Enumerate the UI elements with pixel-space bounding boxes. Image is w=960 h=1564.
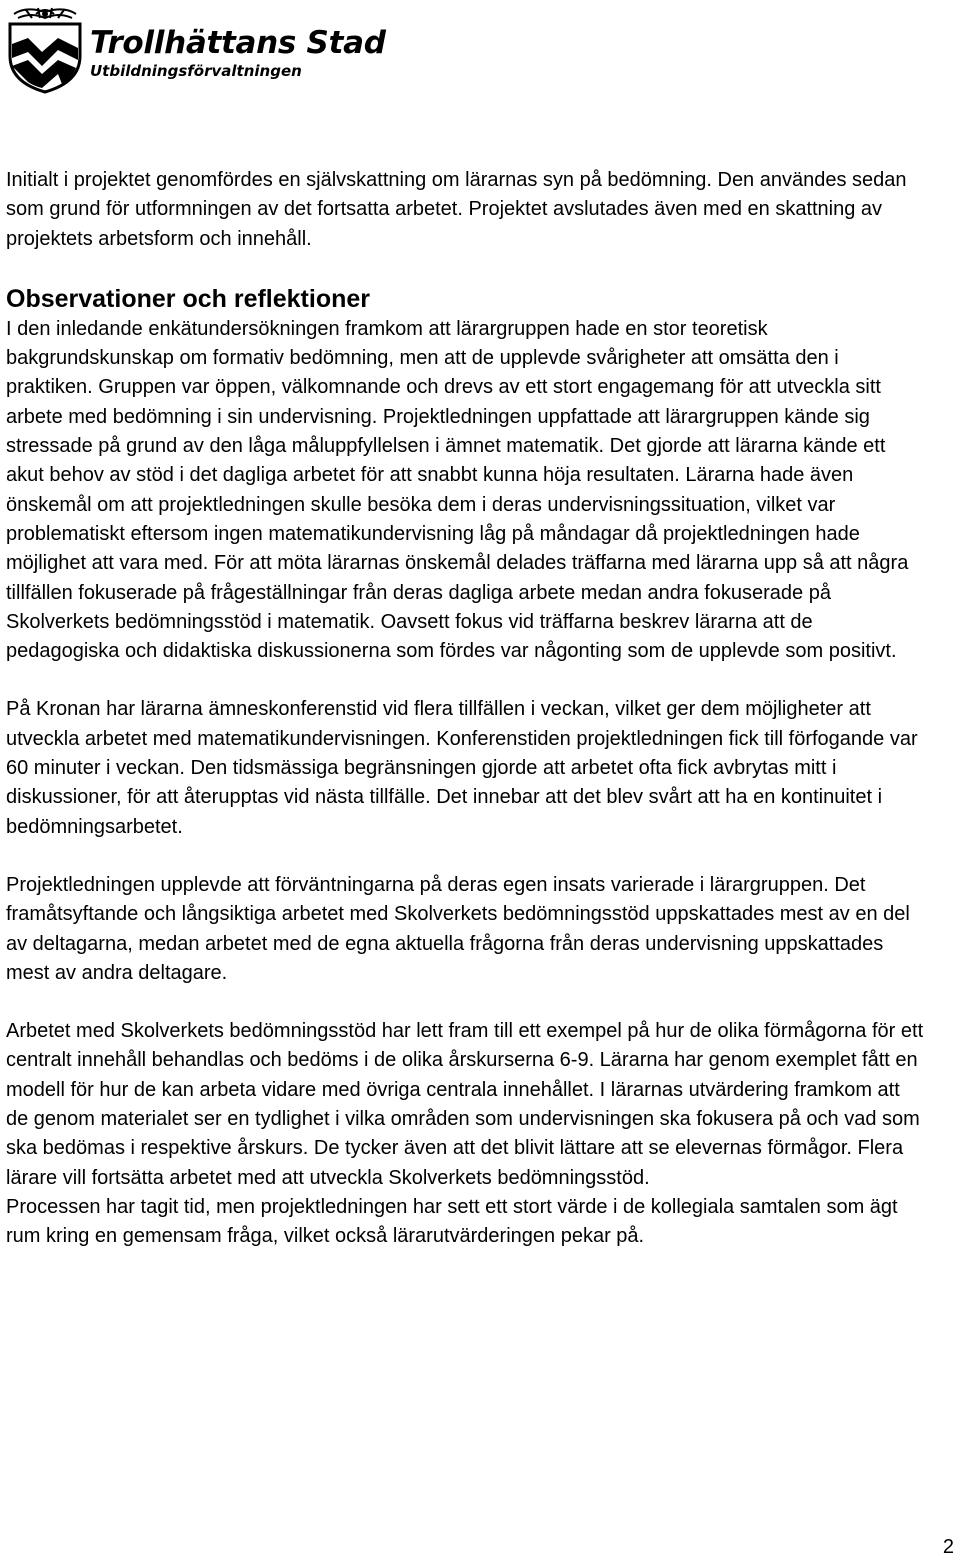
- department-name: Utbildningsförvaltningen: [90, 62, 302, 80]
- coat-of-arms-icon: [6, 4, 84, 94]
- page-header: [6, 4, 386, 96]
- paragraph-observations: I den inledande enkätundersökningen framkom att lärargruppen hade en stor teoretisk bakgrundskunskap om formativ bedömning, men att de upplevde svårigheter att omsätta den i praktiken. Gruppen var öppen, välkomnande och drevs av ett stort engagemang för att utveckla sitt arbete med bedömning i sin undervisning. Projektledningen uppfattade att lärargruppen kände sig stressade på grund av den låga måluppfyllelsen i ämnet matematik. Det gjorde att lärarna kände ett akut behov av stöd i det dagliga arbetet för att snabbt kunna höja resultaten. Lärarna hade även önskemål om att projektledningen skulle besöka dem i deras undervisningssituation, vilket var problematiskt eftersom ingen matematikundervisning låg på måndagar då projektledningen hade möjlighet att vara med. För att möta lärarnas önskemål delades träffarna med lärarna upp så att några tillfällen fokuserade på frågeställningar från deras dagliga arbete medan andra fokuserade på Skolverkets bedömningsstöd i matematik. Oavsett fokus vid träffarna beskrev lärarna att de pedagogiska och didaktiska diskussionerna som fördes var någonting som de upplevde som positivt.: [6, 317, 909, 663]
- paragraph-kronan: På Kronan har lärarna ämneskonferenstid vid flera tillfällen i veckan, vilket ger dem möjligheter att utveckla arbetet med matematikundervisningen. Konferenstiden projektledningen fick till förfogande var 60 minuter i veckan. Den tidsmässiga begränsningen gjorde att arbetet ofta fick avbrytas mitt i diskussioner, för att återupptas vid nästa tillfälle. Det innebar att det blev svårt att ha en kontinuitet i bedömningsarbetet.: [6, 698, 918, 838]
- brand: [90, 26, 386, 80]
- org-name: Trollhättans Stad: [90, 25, 386, 61]
- paragraph-process: Processen har tagit tid, men projektledningen har sett ett stort värde i de kollegiala samtalen som ägt rum kring en gemensam fråga, vilket också lärarutvärderingen pekar på.: [6, 1195, 898, 1248]
- section-heading: Observationer och reflektioner: [6, 284, 371, 313]
- paragraph-expectations: Projektledningen upplevde att förväntningarna på deras egen insats varierade i lärargruppen. Det framåtsyftande och långsiktiga arbetet med Skolverkets bedömningsstöd uppskattades mest av en del av deltagarna, medan arbetet med de egna aktuella frågorna från deras undervisning uppskattades mest av andra deltagare.: [6, 873, 910, 984]
- paragraph-assessment-support: Arbetet med Skolverkets bedömningsstöd har lett fram till ett exempel på hur de olika förmågorna för ett centralt innehåll behandlas och bedöms i de olika årskurserna 6-9. Lärarna har genom exemplet fått en modell för hur de kan arbeta vidare med övriga centrala innehållet. I lärarnas utvärdering framkom att de genom materialet ser en tydlighet i vilka områden som undervisningen ska fokusera på och vad som ska bedömas i respektive årskurs. De tycker även att det blivit lättare att se elevernas förmågor. Flera lärare vill fortsätta arbetet med att utveckla Skolverkets bedömningsstöd.: [6, 1020, 924, 1189]
- document-body: [6, 166, 924, 1252]
- page-number: 2: [942, 1536, 954, 1558]
- intro-paragraph: Initialt i projektet genomfördes en självskattning om lärarnas syn på bedömning. Den användes sedan som grund för utformningen av det fortsatta arbetet. Projektet avslutades även med en skattning av projektets arbetsform och innehåll.: [6, 169, 907, 250]
